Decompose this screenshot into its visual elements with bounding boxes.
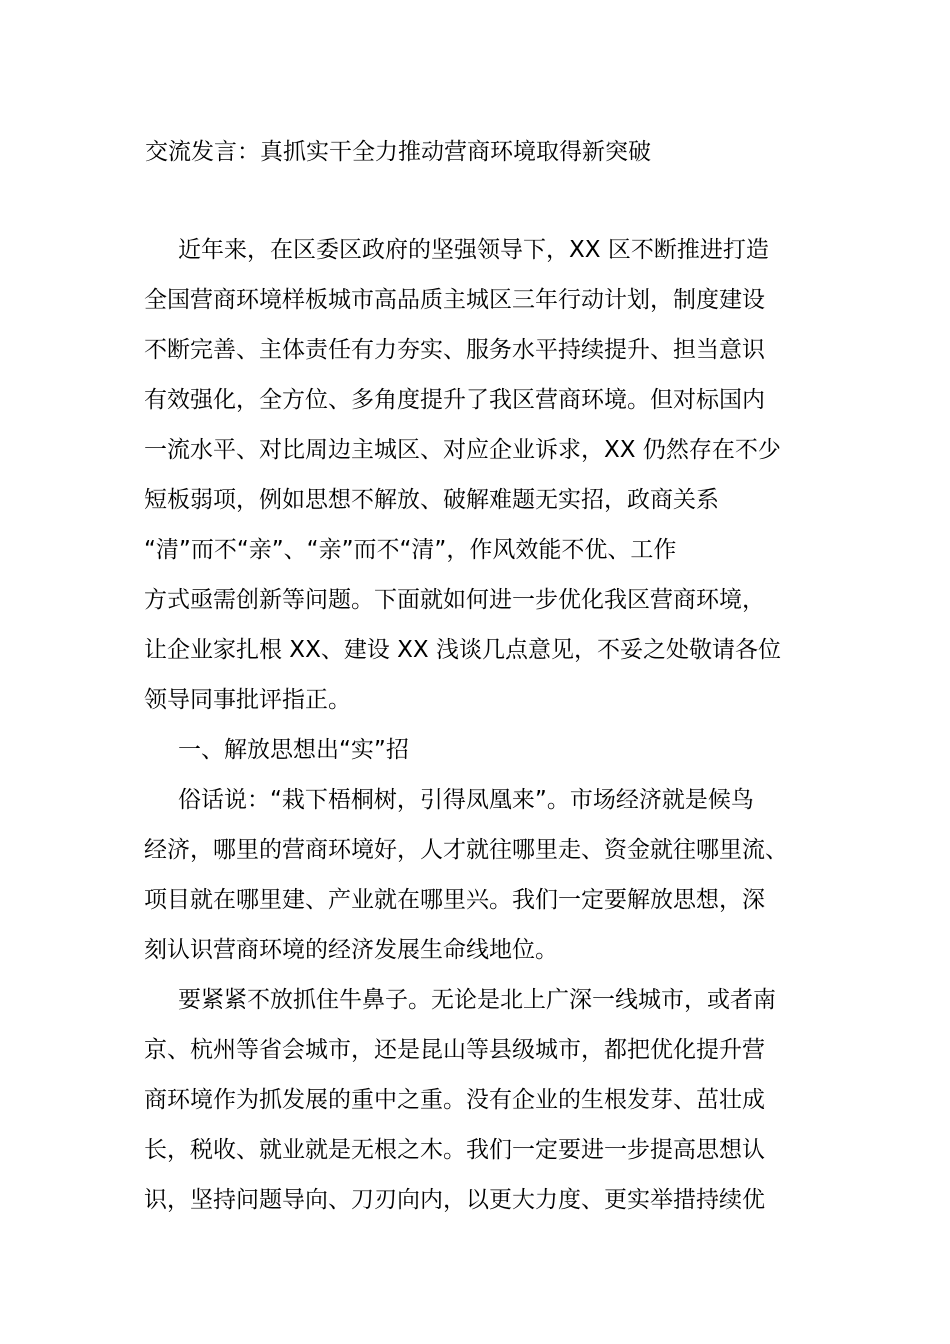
paragraph-line: 近年来，在区委区政府的坚强领导下，XX 区不断推进打造: [178, 237, 769, 263]
paragraph-line: 不断完善、主体责任有力夯实、服务水平持续提升、担当意识: [144, 337, 765, 363]
paragraph-line: 有效强化，全方位、多角度提升了我区营商环境。但对标国内: [144, 387, 765, 413]
paragraph-line: 一流水平、对比周边主城区、对应企业诉求，XX 仍然存在不少: [144, 437, 781, 463]
paragraph-line: 让企业家扎根 XX、建设 XX 浅谈几点意见，不妥之处敬请各位: [144, 637, 781, 663]
paragraph-line: 要紧紧不放抓住牛鼻子。无论是北上广深一线城市，或者南: [178, 987, 776, 1013]
paragraph-line: “清”而不“亲”、“亲”而不“清”，作风效能不优、工作: [144, 537, 677, 563]
paragraph-line: 商环境作为抓发展的重中之重。没有企业的生根发芽、茁壮成: [144, 1087, 765, 1113]
paragraph-line: 方式亟需创新等问题。下面就如何进一步优化我区营商环境，: [144, 587, 765, 613]
paragraph-line: 长，税收、就业就是无根之木。我们一定要进一步提高思想认: [144, 1137, 765, 1163]
section-heading: 一、解放思想出“实”招: [178, 737, 409, 763]
document-title: 交流发言：真抓实干全力推动营商环境取得新突破: [145, 139, 651, 165]
paragraph-line: 刻认识营商环境的经济发展生命线地位。: [144, 937, 558, 963]
paragraph-line: 项目就在哪里建、产业就在哪里兴。我们一定要解放思想，深: [144, 887, 765, 913]
paragraph-line: 全国营商环境样板城市高品质主城区三年行动计划，制度建设: [144, 287, 765, 313]
paragraph-line: 领导同事批评指正。: [144, 687, 351, 713]
paragraph-line: 经济，哪里的营商环境好，人才就往哪里走、资金就往哪里流、: [144, 837, 788, 863]
paragraph-line: 识，坚持问题导向、刀刃向内，以更大力度、更实举措持续优: [144, 1187, 765, 1213]
paragraph-line: 俗话说：“栽下梧桐树，引得凤凰来”。市场经济就是候鸟: [178, 787, 754, 813]
paragraph-line: 短板弱项，例如思想不解放、破解难题无实招，政商关系: [144, 487, 719, 513]
paragraph-line: 京、杭州等省会城市，还是昆山等县级城市，都把优化提升营: [144, 1037, 765, 1063]
